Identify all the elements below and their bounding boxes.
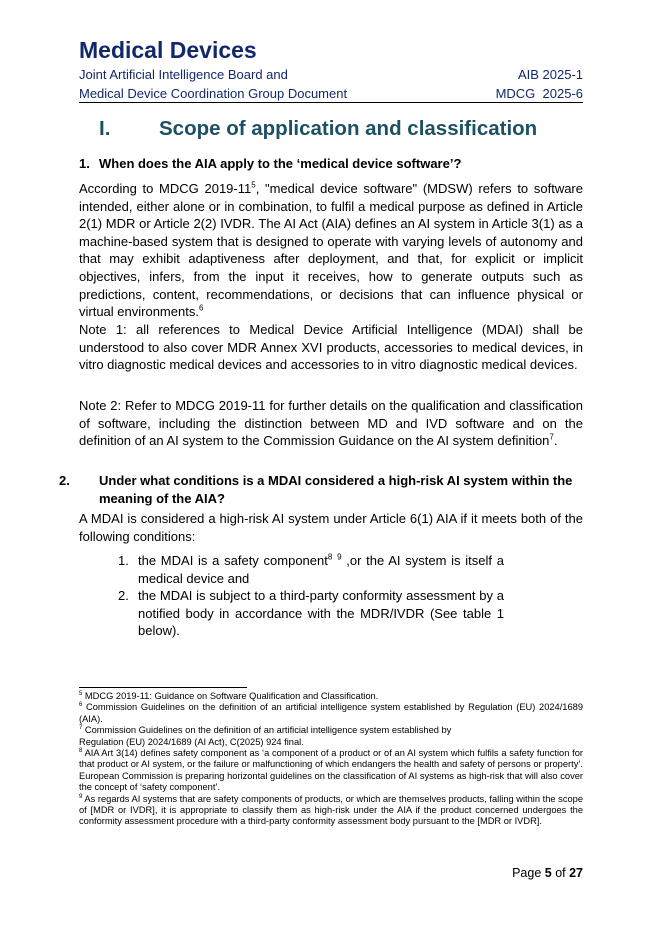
footnote-number: 9	[79, 793, 83, 800]
footnote-9	[79, 794, 583, 828]
text: According to MDCG 2019-11	[79, 181, 252, 196]
footnote-7	[79, 725, 583, 748]
total-pages: 27	[569, 866, 583, 880]
footnotes	[79, 691, 583, 828]
text: .	[553, 433, 558, 449]
paragraph-high-risk-conditions: A MDAI is considered a high-risk AI system under Article 6(1) AIA if it meets both of the following conditions:	[79, 511, 583, 544]
footnote-ref-5[interactable]: 5	[251, 180, 256, 190]
footnote-5	[79, 691, 583, 702]
question-text: When does the AIA apply to the ‘medical device software’?	[99, 156, 462, 171]
footnote-6	[79, 702, 583, 725]
footnote-text: AIA Art 3(14) defines safety component as ‘a component of a product or of an AI system which fulfils a safety function for that product or AI system, or the failure or malfunctioning of which endangers the health and safety of persons or property’. European Commission is preparing horizontal guidelines on the classification of AI systems as high-risk that will also cover the concept of ‘safety component’.	[79, 748, 583, 793]
footnote-separator	[79, 687, 247, 688]
footnote-text: Commission Guidelines on the definition of an artificial intelligence system established by Regulation (EU) 2024/1689 (AIA).	[79, 702, 583, 724]
text: ,or the AI system is itself a medical device and	[138, 553, 504, 586]
paragraph-note-2	[79, 397, 583, 450]
footnote-number: 7	[79, 725, 83, 732]
document-title: Medical Devices	[79, 37, 257, 63]
footnote-8	[79, 748, 583, 794]
header-divider	[79, 102, 583, 103]
footnote-ref-7[interactable]: 7	[549, 432, 554, 442]
header-doc-id-1: AIB 2025-1	[517, 67, 583, 82]
header-subtitle-1: Joint Artificial Intelligence Board and	[79, 67, 288, 82]
page-of: of	[551, 866, 570, 880]
page-label: Page	[512, 866, 545, 880]
conditions-list	[118, 552, 504, 640]
section-number: I.	[99, 117, 111, 140]
section-title: Scope of application and classification	[159, 117, 538, 140]
question-number: 2.	[59, 473, 70, 488]
text: the MDAI is a safety component	[138, 553, 328, 568]
text: the MDAI is subject to a third-party conformity assessment by a notified body in accordance with the MDR/IVDR (See table 1 below).	[138, 588, 504, 639]
question-1-heading	[79, 155, 583, 173]
header-doc-id-2: MDCG 2025-6	[495, 86, 583, 101]
footnote-text: MDCG 2019-11: Guidance on Software Qualification and Classification.	[82, 691, 379, 701]
list-item	[118, 587, 504, 640]
list-number: 2.	[118, 588, 129, 604]
text: Note 2: Refer to MDCG 2019-11 for further details on the qualification and classification of software, including the distinction between MD and IVD software and on the definition of an AI system to the Commission Guidance on the AI system definition	[79, 398, 583, 449]
question-text: Under what conditions is a MDAI considered a high-risk AI system within the meaning of the AIA?	[99, 473, 573, 506]
list-number: 1.	[118, 553, 129, 568]
footnote-number: 8	[79, 747, 83, 754]
header-subtitle-2: Medical Device Coordination Group Document	[79, 86, 348, 101]
header-line-1	[79, 67, 583, 82]
section-heading	[79, 117, 583, 141]
footnote-text: As regards AI systems that are safety components of products, or which are themselves products, falling within the scope of [MDR or IVDR], it is appropriate to classify them as high-risk under the AIA if the product concerned undergoes the conformity assessment procedure with a third-party conformity assessment body pursuant to the [MDR or IVDR].	[79, 793, 583, 827]
footnote-ref-9[interactable]: 9	[337, 552, 342, 562]
page-number	[79, 866, 583, 880]
header-line-2	[79, 86, 583, 101]
footnote-ref-6[interactable]: 6	[198, 303, 204, 313]
footnote-number: 5	[79, 690, 83, 697]
list-item	[118, 552, 504, 587]
paragraph-note-1: Note 1: all references to Medical Device Artificial Intelligence (MDAI) shall be understood to also cover MDR Annex XVI products, accessories to medical devices, in vitro diagnostic medical devices and accessories to in vitro diagnostic medical devices.	[79, 322, 583, 373]
footnote-text: Commission Guidelines on the definition of an artificial intelligence system established by Regulation (EU) 2024/1689 (AI Act), C(2025) 924 final.	[79, 725, 452, 747]
paragraph-mdsw-definition	[79, 180, 583, 321]
footnote-ref-8[interactable]: 8	[327, 552, 333, 562]
footnote-number: 6	[79, 702, 83, 709]
question-2-heading	[59, 472, 583, 508]
current-page: 5	[544, 866, 552, 880]
question-number: 1.	[79, 156, 90, 171]
text: , "medical device software" (MDSW) refers to software intended, either alone or in combination, to fulfil a medical purpose as defined in Article 2(1) MDR or Article 2(2) IVDR. The AI Act (AIA) defines an AI system in Article 3(1) as a machine-based system that is designed to operate with varying levels of autonomy and that may exhibit adaptiveness after deployment, and that, for explicit or implicit objectives, infers, from the input it receives, how to generate outputs such as predictions, content, recommendations, or decisions that can influence physical or virtual environments.	[79, 181, 583, 320]
